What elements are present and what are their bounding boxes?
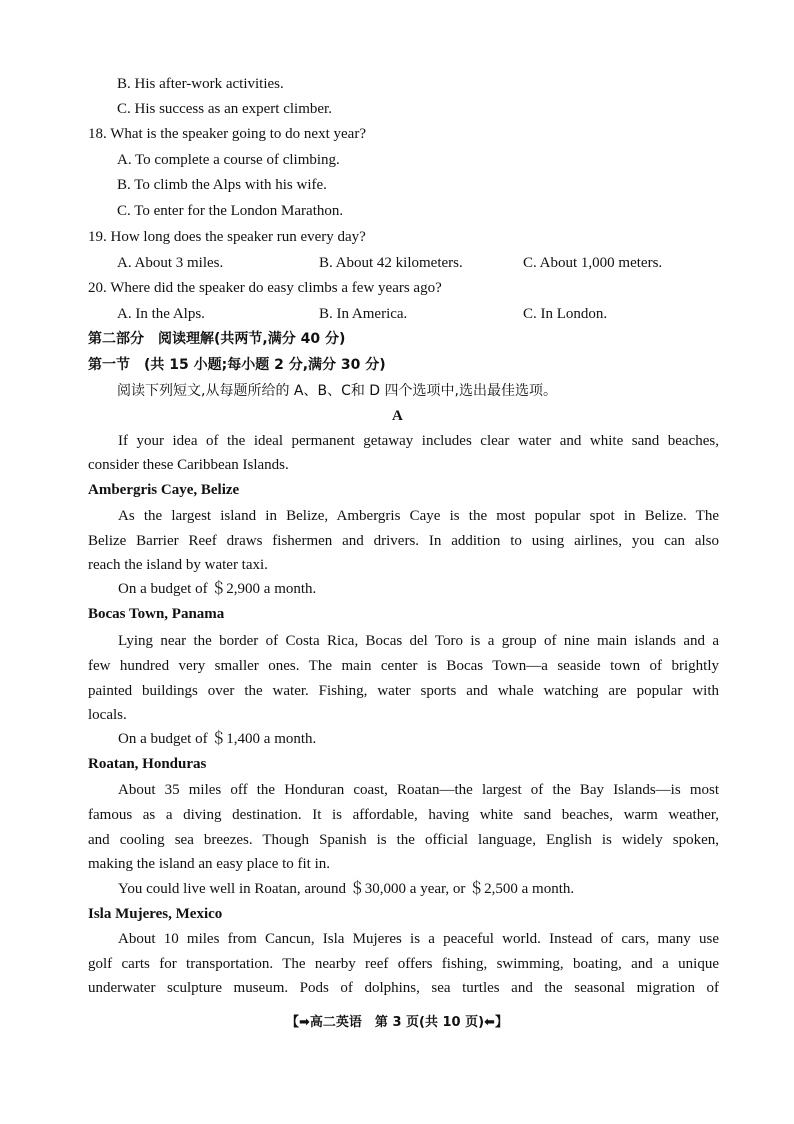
section-title-roatan: Roatan, Honduras <box>88 756 207 772</box>
ambergris-line-1: As the largest island in Belize, Ambergris Caye is the most popular spot in Belize. The <box>118 508 719 524</box>
roatan-line-2: famous as a diving destination. It is affordable, having white sand beaches, warm weather, <box>88 807 719 823</box>
q19-stem: 19. How long does the speaker run every day? <box>88 229 366 245</box>
roatan-line-4: making the island an easy place to fit in. <box>88 856 331 872</box>
q19-option-a: A. About 3 miles. <box>117 255 224 271</box>
bocas-line-2: few hundred very smaller ones. The main center is Bocas Town—a seaside town of brightly <box>88 658 719 674</box>
page-footer: 【➡高二英语 第 3 页(共 10 页)⬅】 <box>286 1015 508 1030</box>
section1-heading: 第一节 (共 15 小题;每小题 2 分,满分 30 分) <box>88 357 386 373</box>
q19-option-b: B. About 42 kilometers. <box>319 255 463 271</box>
ambergris-line-3: reach the island by water taxi. <box>88 557 268 573</box>
q18-option-b: B. To climb the Alps with his wife. <box>117 177 327 193</box>
intro-line-2: consider these Caribbean Islands. <box>88 457 289 473</box>
part2-heading: 第二部分 阅读理解(共两节,满分 40 分) <box>88 331 346 347</box>
roatan-line-3: and cooling sea breezes. Though Spanish is the official language, English is widely spoken, <box>88 832 719 848</box>
ambergris-line-2: Belize Barrier Reef draws fishermen and drivers. In addition to using airlines, you can also <box>88 533 719 549</box>
reading-instruction: 阅读下列短文,从每题所给的 A、B、C和 D 四个选项中,选出最佳选项。 <box>117 383 557 399</box>
intro-line-1: If your idea of the ideal permanent getaway includes clear water and white sand beaches, <box>118 433 719 449</box>
roatan-budget: You could live well in Roatan, around ＄30,000 a year, or ＄2,500 a month. <box>118 881 575 897</box>
q17-option-b: B. His after-work activities. <box>117 76 284 92</box>
q18-stem: 18. What is the speaker going to do next year? <box>88 126 366 142</box>
q20-option-b: B. In America. <box>319 306 408 322</box>
section-title-isla-mujeres: Isla Mujeres, Mexico <box>88 906 223 922</box>
q18-option-c: C. To enter for the London Marathon. <box>117 203 344 219</box>
ambergris-budget: On a budget of ＄2,900 a month. <box>118 581 317 597</box>
q18-option-a: A. To complete a course of climbing. <box>117 152 340 168</box>
q20-stem: 20. Where did the speaker do easy climbs a few years ago? <box>88 280 442 296</box>
section-title-ambergris: Ambergris Caye, Belize <box>88 482 240 498</box>
isla-line-2: golf carts for transportation. The nearby reef offers fishing, swimming, boating, and a unique <box>88 956 719 972</box>
bocas-line-4: locals. <box>88 707 127 723</box>
q19-option-c: C. About 1,000 meters. <box>523 255 663 271</box>
section-title-bocas: Bocas Town, Panama <box>88 606 225 622</box>
bocas-budget: On a budget of ＄1,400 a month. <box>118 731 317 747</box>
roatan-line-1: About 35 miles off the Honduran coast, Roatan—the largest of the Bay Islands—is most <box>118 782 719 798</box>
bocas-line-1: Lying near the border of Costa Rica, Bocas del Toro is a group of nine main islands and a <box>118 633 719 649</box>
q20-option-a: A. In the Alps. <box>117 306 205 322</box>
isla-line-1: About 10 miles from Cancun, Isla Mujeres is a peaceful world. Instead of cars, many use <box>118 931 719 947</box>
q20-option-c: C. In London. <box>523 306 608 322</box>
isla-line-3: underwater sculpture museum. Pods of dolphins, sea turtles and the seasonal migration of <box>88 980 719 996</box>
passage-letter: A <box>392 408 403 424</box>
q17-option-c: C. His success as an expert climber. <box>117 101 332 117</box>
bocas-line-3: painted buildings over the water. Fishing, water sports and whale watching are popular with <box>88 683 719 699</box>
